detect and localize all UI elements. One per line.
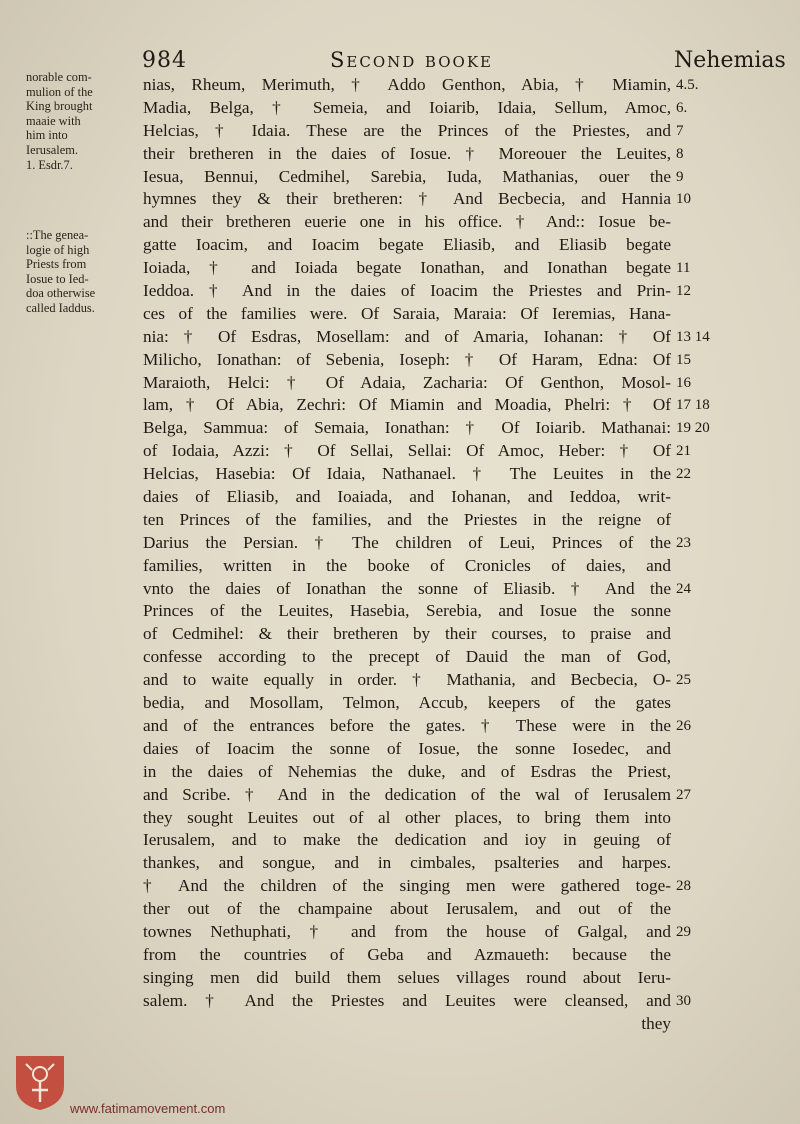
text-line: Belga, Sammua: of Semaia, Ionathan: † Of Ioiarib. Mathanai: [143,418,671,438]
verse-number [676,303,736,326]
verse-number [676,944,736,967]
verse-number [676,211,736,234]
verse-number: 25 [676,672,691,689]
text-line: and their bretheren euerie one in his office. † And:: Iosue be- [143,212,671,232]
margin-note-line: doa otherwise [26,286,96,301]
margin-note-line: norable com- [26,70,92,84]
text-line: Iesua, Bennui, Cedmihel, Sarebia, Iuda, Mathanias, ouer the [143,166,671,186]
text-line: they sought Leuites out of al other places, to bring them into [143,807,671,827]
verse-number: 9 [676,168,684,185]
text-line: daies of Ioacim the sonne of Iosue, the sonne Iosedec, and [143,738,671,758]
margin-note-line: King brought [26,99,93,114]
verse-number [676,829,736,852]
verse-number: 8 [676,145,684,162]
verse-number: 11 [676,260,691,277]
margin-note-line: Iosue to Ied- [26,271,89,286]
margin-note-line: maaie with [26,113,81,128]
verse-number: 19 20 [676,420,710,437]
text-line: of Iodaia, Azzi: † Of Sellai, Sellai: Of Amoc, Heber: † Of [143,441,671,461]
text-line: † And the children of the singing men were gathered toge- [143,876,671,896]
page-number: 984 [142,48,187,73]
body-text [143,74,671,1035]
verse-number: 24 [676,580,691,597]
text-line: bedia, and Mosollam, Telmon, Accub, keepers of the gates [143,693,671,713]
text-line: from the countries of Geba and Azmaueth: because the [143,944,671,964]
verse-number [676,600,736,623]
verse-number: 27 [676,786,691,803]
verse-number [676,967,736,990]
text-line: their bretheren in the daies of Iosue. † Moreouer the Leuites, [143,143,671,163]
text-line: vnto the daies of Ionathan the sonne of Eliasib. † And the [143,578,671,598]
verse-number: 22 [676,466,691,483]
text-line: daies of Eliasib, and Ioaiada, and Iohanan, and Ieddoa, writ- [143,487,671,507]
text-line: Ioiada, † and Ioiada begate Ionathan, and Ionathan begate [143,258,671,278]
text-line: nia: † Of Esdras, Mosellam: and of Amaria, Iohanan: † Of [143,326,671,346]
text-line: hymnes they & their bretheren: † And Becbecia, and Hannia [143,189,671,209]
text-line: and of the entrances before the gates. † These were in the [143,715,671,735]
fatima-movement-logo [12,1052,68,1112]
text-line: Helcias, Hasebia: Of Idaia, Nathanael. † The Leuites in the [143,464,671,484]
verse-number: 30 [676,992,691,1009]
text-line: in the daies of Nehemias the duke, and of Esdras the Priest, [143,761,671,781]
verse-number [676,1013,736,1036]
text-line: lam, † Of Abia, Zechri: Of Miamin and Moadia, Phelri: † Of [143,395,671,415]
text-line: salem. † And the Priestes and Leuites were cleansed, and [143,990,671,1010]
verse-number [676,555,736,578]
text-line: families, written in the booke of Cronicles of daies, and [143,555,671,575]
margin-note-1 [26,70,142,172]
margin-note-line: ::The genea- [26,228,89,242]
text-line: nias, Rheum, Merimuth, † Addo Genthon, Abia, † Miamin, [143,75,671,94]
verse-number: 23 [676,534,691,551]
text-line: ces of the families were. Of Saraia, Maraia: Of Ieremias, Hana- [143,303,671,323]
text-line: Ieddoa. † And in the daies of Ioacim the Priestes and Prin- [143,281,671,301]
verse-number [676,646,736,669]
verse-number: 21 [676,443,691,460]
margin-note-line: called Iaddus. [26,300,95,315]
verse-number: 29 [676,923,691,940]
margin-note-2 [26,228,142,316]
verse-number: 16 [676,374,691,391]
text-line: Helcias, † Idaia. These are the Princes of the Priestes, and [143,120,671,140]
book-name: Nehemias [674,48,786,73]
verse-number [676,761,736,784]
text-line: thankes, and songue, and in cimbales, psalteries and harpes. [143,853,671,873]
verse-number: 13 14 [676,328,710,345]
margin-note-line: him into [26,128,68,143]
margin-note-line: Priests from [26,257,87,272]
verse-number: 6. [676,99,688,116]
verse-number: 4.5. [676,77,699,93]
text-line: Darius the Persian. † The children of Leui, Princes of the [143,532,671,552]
verse-number [676,234,736,257]
footer-website: www.fatimamovement.com [70,1101,226,1116]
verse-number: 10 [676,191,691,208]
verse-number: 26 [676,717,691,734]
verse-number: 12 [676,283,691,300]
text-line: ten Princes of the families, and the Priestes in the reigne of [143,509,671,529]
margin-note-line: logie of high [26,242,90,257]
text-line: of Cedmihel: & their bretheren by their courses, to praise and [143,624,671,644]
margin-note-line: 1. Esdr.7. [26,157,73,172]
verse-number: 17 18 [676,397,710,414]
running-title: Second booke [330,48,493,72]
text-line: Madia, Belga, † Semeia, and Ioiarib, Idaia, Sellum, Amoc, [143,97,671,117]
text-line: townes Nethuphati, † and from the house of Galgal, and [143,921,671,941]
text-line: ther out of the champaine about Ierusalem, and out of the [143,899,671,919]
text-line: gatte Ioacim, and Ioacim begate Eliasib, and Eliasib begate [143,235,671,255]
verse-number: 15 [676,351,691,368]
verse-number [676,623,736,646]
verse-number [676,807,736,830]
verse-number [676,898,736,921]
text-line: Maraioth, Helci: † Of Adaia, Zacharia: Of Genthon, Mosol- [143,372,671,392]
text-line: they [641,1013,671,1033]
verse-number-column [676,74,736,1035]
text-line: Milicho, Ionathan: of Sebenia, Ioseph: † Of Haram, Edna: Of [143,349,671,369]
verse-number [676,692,736,715]
text-line: Ierusalem, and to make the dedication and ioy in geuing of [143,830,671,850]
verse-number [676,486,736,509]
text-line: and Scribe. † And in the dedication of the wal of Ierusalem [143,784,671,804]
verse-number [676,738,736,761]
text-line: singing men did build them selues villages round about Ieru- [143,967,671,987]
text-line: Princes of the Leuites, Hasebia, Serebia, and Iosue the sonne [143,601,671,621]
verse-number [676,852,736,875]
text-line: and to waite equally in order. † Mathania, and Becbecia, O- [143,670,671,690]
margin-note-line: Ierusalem. [26,142,78,157]
verse-number: 28 [676,878,691,895]
text-line: confesse according to the precept of Dauid the man of God, [143,647,671,667]
verse-number: 7 [676,122,684,139]
verse-number [676,509,736,532]
margin-note-line: mulion of the [26,84,93,99]
